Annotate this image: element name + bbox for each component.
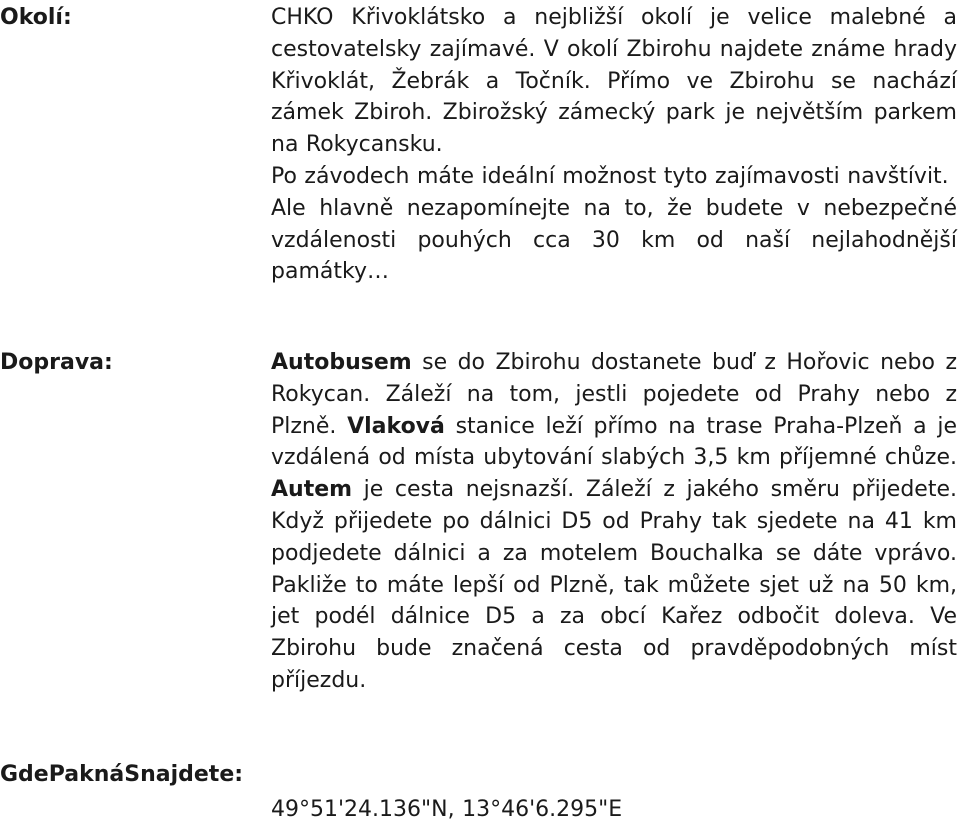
car-text: je cesta nejsnazší. Záleží z jakého směru přijedete. Když přijedete po dálnici D5 od Prahy tak sjedete na 41 km podjedete dálnici a za motelem Bouchalka se dáte vprávo. Pakliže to máte lepší od Plzně, tak můžete sjet už na 50 km, jet podél dálnice D5 a za obcí Kařez odbočit doleva. Ve Zbirohu bude značená cesta od pravděpodobných míst příjezdu. [271,477,957,693]
gps-coordinates: 49°51'24.136"N, 13°46'6.295"E [271,797,623,822]
section-text-doprava [271,347,957,697]
doprava-paragraph [271,347,957,697]
section-label-doprava: Doprava: [0,350,113,375]
section-text-okoli [271,2,957,288]
okoli-paragraph-3: Ale hlavně nezapomínejte na to, že budete v nebezpečné vzdálenosti pouhých cca 30 km od naší nejlahodnější památky… [271,195,957,285]
bus-keyword: Autobusem [271,350,412,375]
section-label-gps: GdePaknáSnajdete: [0,762,244,787]
okoli-paragraph-1: CHKO Křivoklátsko a nejbližší okolí je velice malebné a cestovatelsky zajímavé. V okolí Zbirohu najdete známe hrady Křivoklát, Žebrák a Točník. Přímo ve Zbirohu se nachází zámek Zbiroh. Zbirožský zámecký park je největším parkem na Rokycansku. [271,5,957,158]
okoli-paragraph-2: Po závodech máte ideální možnost tyto zajímavosti navštívit. [271,163,949,189]
train-keyword: Vlaková [347,413,445,439]
car-keyword: Autem [271,477,353,503]
train-text: stanice leží přímo na trase Praha-Plzeň a je vzdálená od místa ubytování slabých 3,5 km příjemné chůze. [271,413,957,471]
bus-text: se do Zbirohu dostanete buď z Hořovic nebo z Rokycan. Záleží na tom, jestli pojedete od Prahy nebo z Plzně. [271,350,957,439]
section-label-okoli: Okolí: [0,5,72,30]
